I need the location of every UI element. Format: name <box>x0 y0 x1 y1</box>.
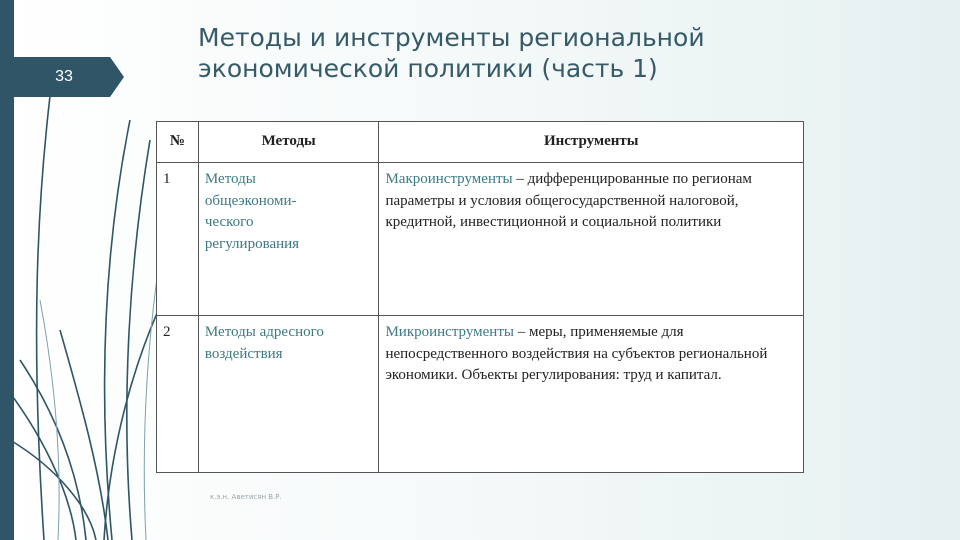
row-instrument <box>379 163 804 316</box>
title-line-1: Методы и инструменты региональной <box>198 23 705 52</box>
row-instrument <box>379 316 804 473</box>
title-line-2: экономической политики (часть 1) <box>198 54 658 83</box>
method-line: общеэкономи- <box>204 192 297 209</box>
instrument-description: – меры, применяемые для непосредственного воздействия на субъектов региональной экономики. Объекты регулирования: труд и капитал. <box>385 324 768 383</box>
header-instruments: Инструменты <box>379 122 804 163</box>
row-method <box>198 163 379 316</box>
method-line: Методы <box>204 171 256 187</box>
row-method <box>198 316 379 473</box>
table-row <box>157 163 804 316</box>
methods-tools-table <box>156 121 804 473</box>
method-line: регулирования <box>204 235 300 252</box>
method-line: воздействия <box>204 345 283 362</box>
header-methods: Методы <box>198 122 379 163</box>
row-number: 1 <box>157 163 199 316</box>
slide-number-badge <box>14 57 124 97</box>
instrument-term: Микроинструменты <box>385 324 514 340</box>
header-number: № <box>157 122 199 163</box>
table-header-row <box>157 122 804 163</box>
slide-number: 33 <box>55 68 73 85</box>
row-number: 2 <box>157 316 199 473</box>
footer-author: к.э.н. Аветисян В.Р. <box>210 493 282 501</box>
table-row <box>157 316 804 473</box>
instrument-description: – дифференцированные по регионам параметры и условия общегосударственной налоговой, кредитной, инвестиционной и социальной политики <box>385 171 752 230</box>
method-line: Методы адресного <box>204 324 324 340</box>
instrument-term: Макроинструменты <box>385 171 513 187</box>
slide-title <box>198 22 818 84</box>
method-line: ческого <box>204 214 254 230</box>
